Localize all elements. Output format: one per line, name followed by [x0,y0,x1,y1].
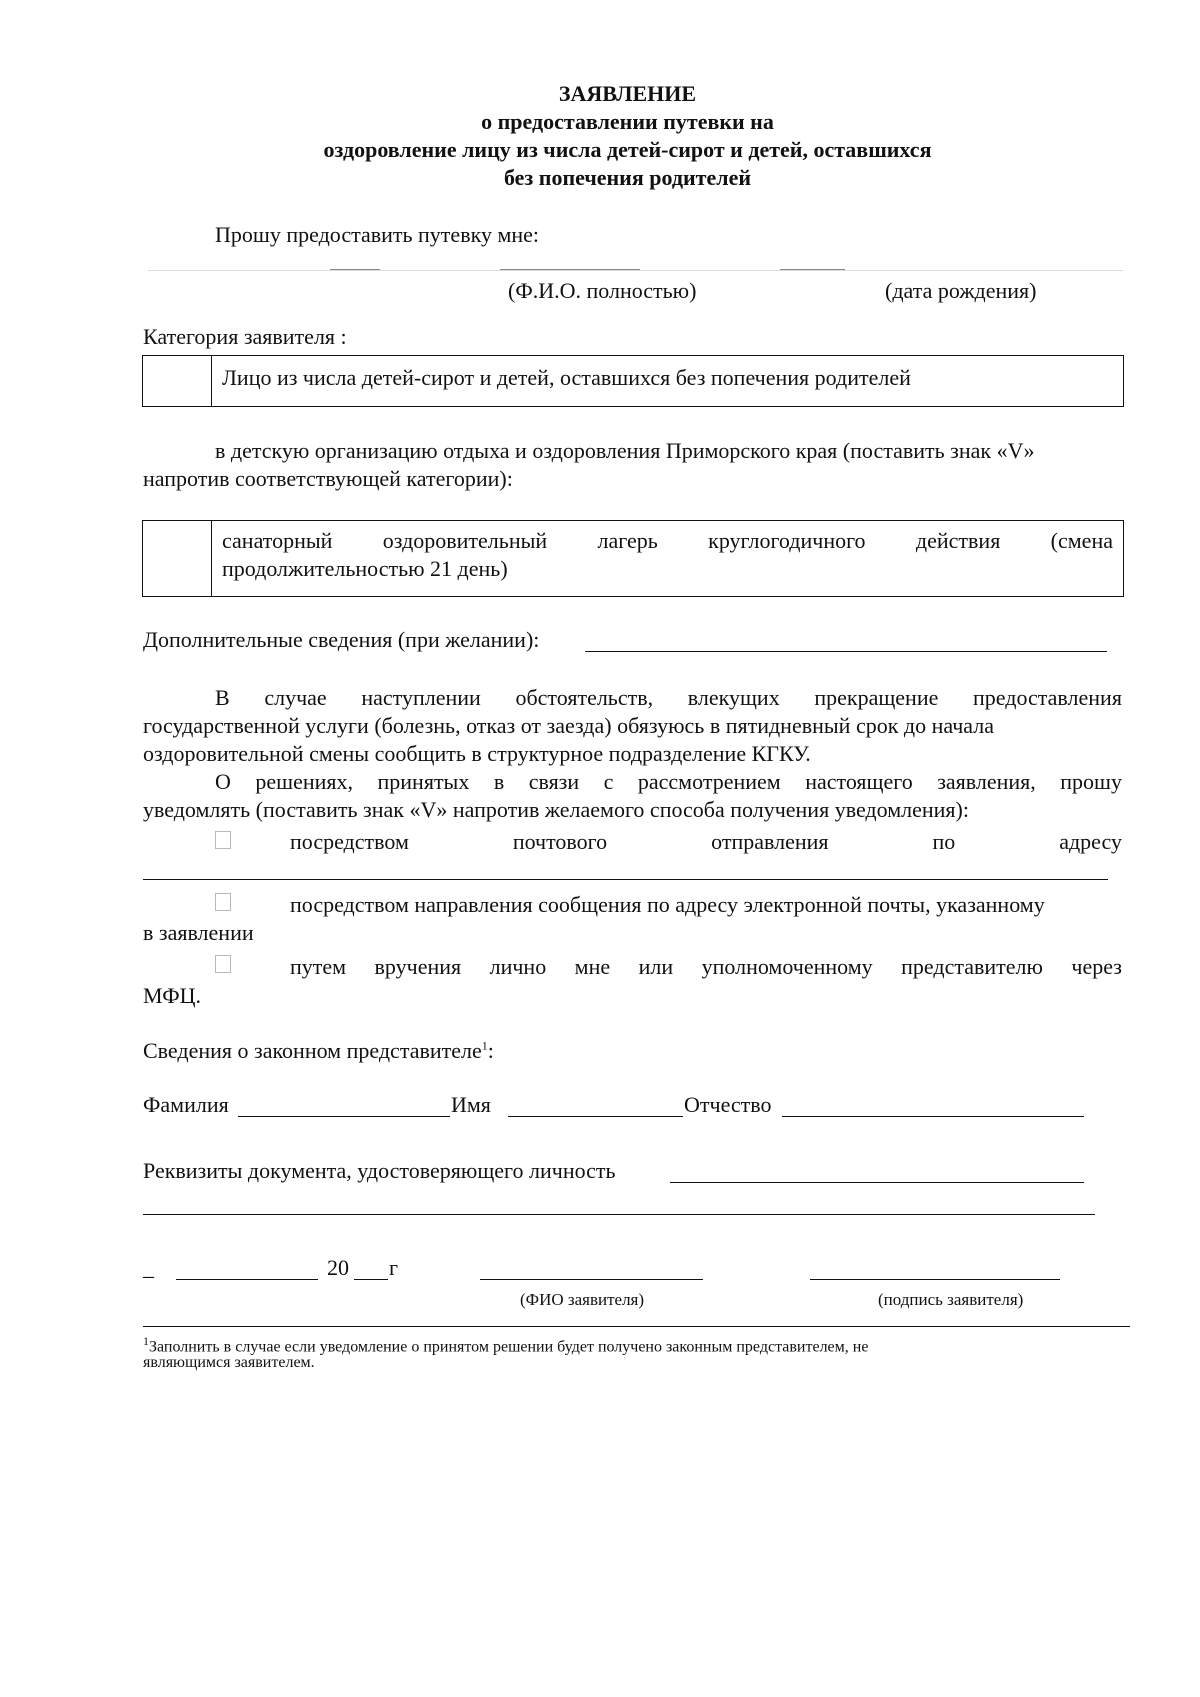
footnote-separator [143,1326,1130,1327]
post-option-word: по [932,829,956,854]
mfc-option-word: уполномоченному [701,954,873,979]
organization-table [142,520,1124,597]
notify-line-1-word: связи [528,769,580,794]
obligation-line-3: оздоровительной смены сообщить в структурное подразделение КГКУ. [143,741,811,766]
notify-line-1-word: прошу [1060,769,1122,794]
patronymic-label: Отчество [684,1092,772,1117]
organization-checkbox-cell[interactable] [143,521,212,596]
footnote-text: Заполнить в случае если уведомление о принятом решении будет получено законным представителем, не [149,1338,869,1356]
mfc-option-word: вручения [374,954,462,979]
title-line-4: без попечения родителей [503,165,752,190]
email-checkbox[interactable] [215,893,231,911]
fio-field-line-dark-2 [500,269,640,270]
notify-line-1-word: рассмотрением [637,769,781,794]
fio-field-line-dark-1 [330,269,380,270]
footnote-line-2: являющимся заявителем. [143,1354,315,1371]
fio-field-line[interactable] [148,270,1123,271]
title-line-1: ЗАЯВЛЕНИЕ [558,81,697,106]
year-input-line[interactable] [354,1279,388,1280]
obligation-line-1-word: влекущих [687,685,780,710]
surname-input-line[interactable] [238,1116,450,1117]
mfc-option-word: представителю [901,954,1043,979]
mfc-option-line-2: МФЦ. [143,983,202,1008]
notify-line-1-word: О [215,769,231,794]
surname-label: Фамилия [143,1092,229,1117]
document-input-line-2[interactable] [143,1214,1095,1215]
document-title [0,80,1200,192]
obligation-line-1-word: наступлении [361,685,481,710]
mfc-option-word: или [638,954,674,979]
name-label: Имя [451,1092,491,1117]
document-label: Реквизиты документа, удостоверяющего личность [143,1158,616,1183]
organization-option-line-2: продолжительностью 21 день) [222,556,508,581]
notify-line-1-word: с [603,769,614,794]
name-input-line[interactable] [508,1116,683,1117]
mfc-option-word: через [1071,954,1122,979]
notify-line-1-word: в [493,769,505,794]
representative-heading [143,1038,494,1064]
category-table [142,355,1124,407]
organization-option-word: санаторный [222,528,333,553]
request-intro: Прошу предоставить путевку мне: [215,222,540,247]
post-option-word: почтового [512,829,608,854]
year-prefix: 20 [327,1255,349,1280]
organization-line-1: в детскую организацию отдыха и оздоровления Приморского края (поставить знак «V» [215,438,1035,463]
footnote-mark: 1 [143,1334,149,1348]
mfc-option-word: лично [489,954,547,979]
year-suffix: г [389,1255,399,1280]
mfc-option-word: путем [290,954,347,979]
fio-caption: (Ф.И.О. полностью) [508,278,697,303]
organization-option-word: оздоровительный [382,528,548,553]
organization-option-line-1 [222,527,1113,555]
email-option-line-2: в заявлении [143,920,254,945]
organization-option-word: круглогодичного [708,528,866,553]
notify-line-1-word: принятых [377,769,470,794]
post-option-word: посредством [290,829,409,854]
title-line-2: о предоставлении путевки на [481,109,774,134]
dob-caption: (дата рождения) [885,278,1037,303]
mfc-option-word: мне [574,954,611,979]
mfc-option-line-1 [290,954,1122,980]
obligation-line-1-word: обстоятельств, [515,685,654,710]
fio-signature-line[interactable] [480,1279,703,1280]
email-option-line-1: посредством направления сообщения по адресу электронной почты, указанному [290,892,1045,917]
notify-line-1-word: настоящего [805,769,913,794]
additional-label: Дополнительные сведения (при желании): [143,627,540,652]
notify-line-1-word: заявления, [937,769,1036,794]
post-option-word: отправления [711,829,829,854]
notify-line-2: уведомлять (поставить знак «V» напротив желаемого способа получения уведомления): [143,797,969,822]
obligation-line-1-word: предоставления [973,685,1122,710]
obligation-line-1-word: прекращение [814,685,939,710]
organization-option-word: лагерь [597,528,658,553]
obligation-line-1-word: случае [264,685,327,710]
mfc-checkbox[interactable] [215,955,231,973]
additional-input-line[interactable] [585,651,1107,652]
signature-line[interactable] [810,1279,1060,1280]
fio-applicant-caption: (ФИО заявителя) [520,1290,645,1309]
representative-heading-text: Сведения о законном представителе [143,1038,482,1063]
signature-caption: (подпись заявителя) [878,1290,1024,1309]
obligation-line-1-word: В [215,685,230,710]
fio-field-line-dark-3 [780,269,845,270]
organization-line-2: напротив соответствующей категории): [143,466,513,491]
patronymic-input-line[interactable] [782,1116,1084,1117]
representative-heading-colon: : [487,1038,494,1063]
organization-option-word: (смена [1050,528,1113,553]
document-input-line-1[interactable] [670,1182,1084,1183]
notify-line-1 [215,769,1122,795]
footnote-ref: 1 [481,1038,488,1053]
category-checkbox-cell[interactable] [143,356,212,406]
post-option-word: адресу [1059,829,1122,854]
obligation-line-2: государственной услуги (болезнь, отказ от заезда) обязуюсь в пятидневный срок до начала [143,713,995,738]
post-checkbox[interactable] [215,831,231,849]
title-line-3: оздоровление лицу из числа детей-сирот и детей, оставшихся [323,137,932,162]
organization-option-word: действия [915,528,1001,553]
obligation-line-1 [215,685,1122,711]
notify-line-1-word: решениях, [255,769,354,794]
date-dash: _ [143,1255,154,1280]
category-label: Категория заявителя : [143,324,347,349]
post-option [290,829,1122,855]
category-option: Лицо из числа детей-сирот и детей, оставшихся без попечения родителей [222,365,911,390]
date-day-month-line[interactable] [176,1279,318,1280]
organization-option [212,521,1123,596]
post-address-line[interactable] [143,879,1108,880]
